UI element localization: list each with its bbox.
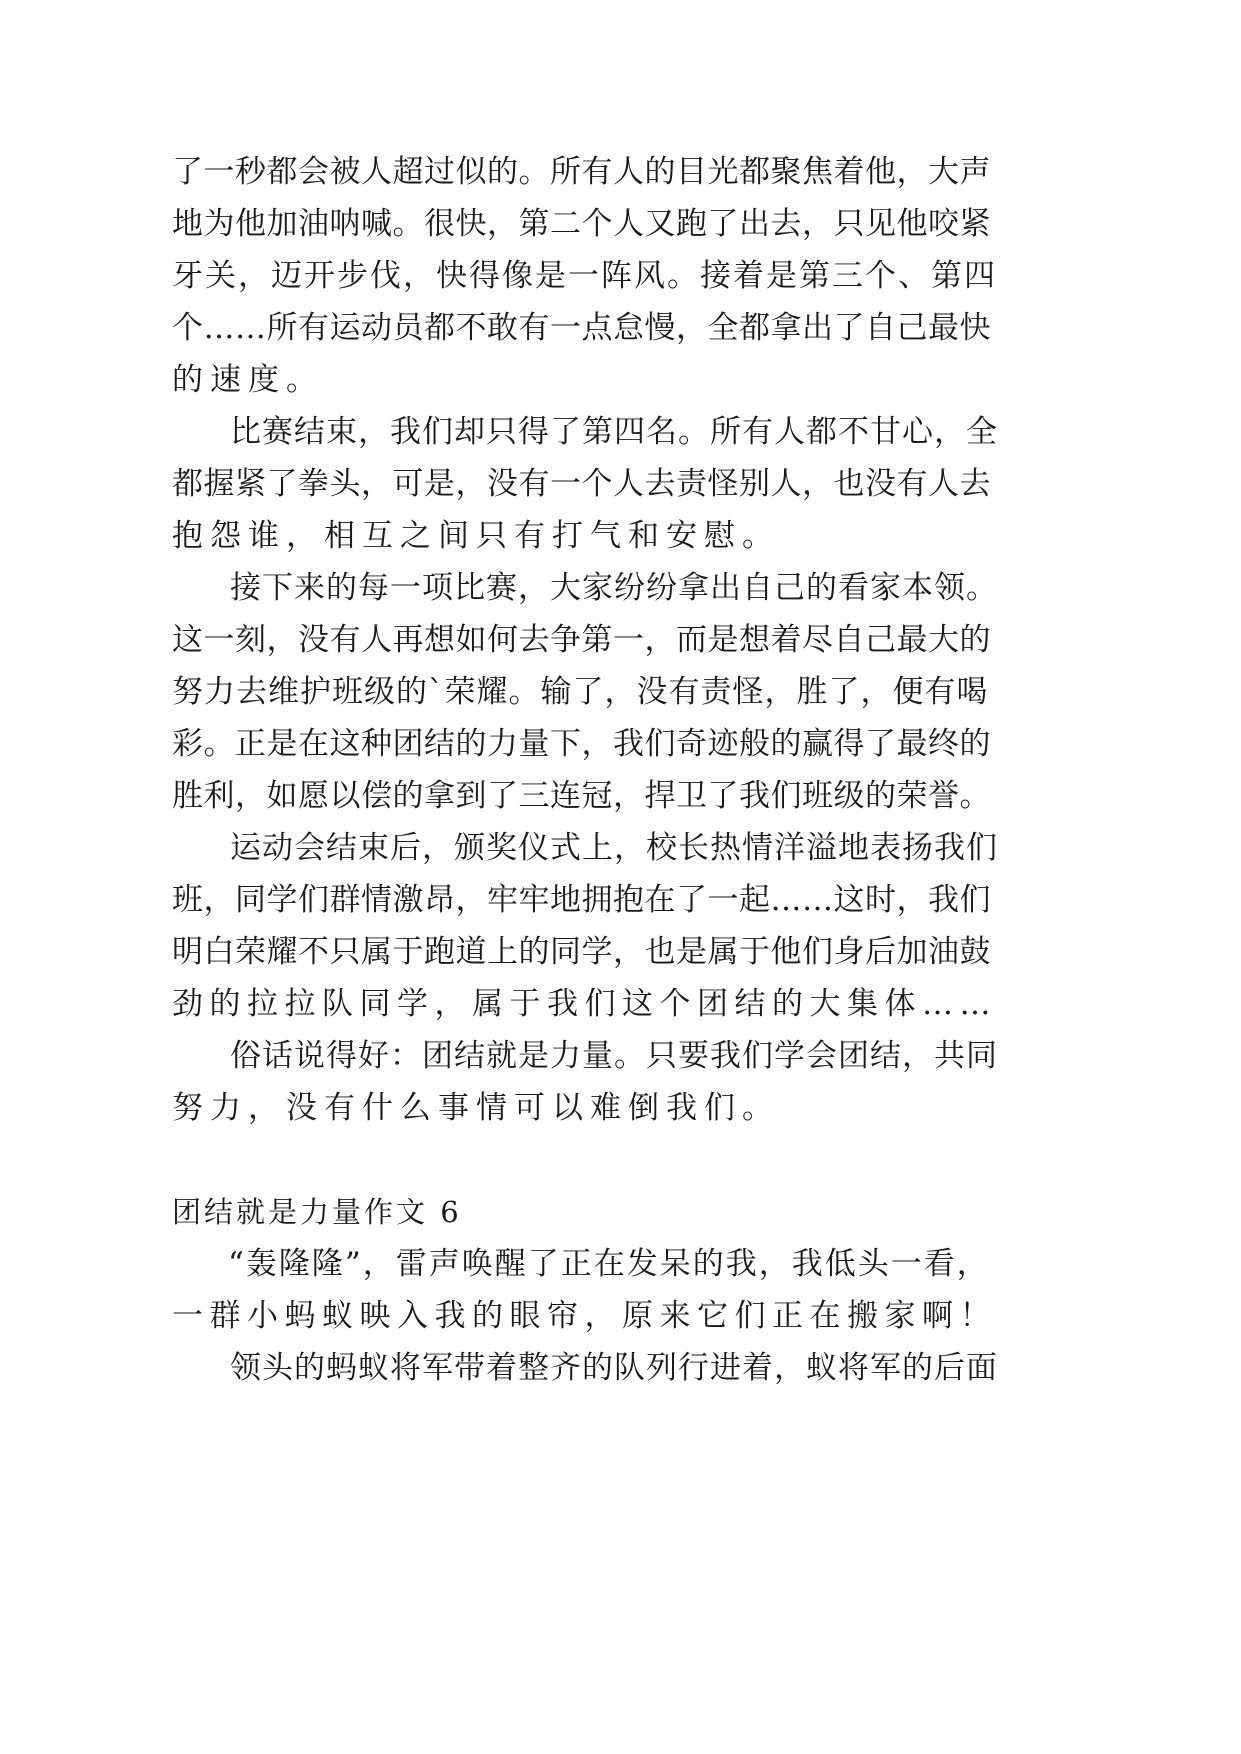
- text-line: 牙关，迈开步伐，快得像是一阵风。接着是第三个、第四: [172, 258, 997, 294]
- text-line: “轰隆隆”，雷声唤醒了正在发呆的我，我低头一看，: [228, 1246, 990, 1282]
- text-line: 劲的拉拉队同学，属于我们这个团结的大集体……: [172, 986, 997, 1022]
- text-line: 胜利，如愿以偿的拿到了三连冠，捍卫了我们班级的荣誉。: [172, 778, 991, 814]
- text-line: 了一秒都会被人超过似的。所有人的目光都聚焦着他，大声: [172, 154, 991, 190]
- text-line: 一群小蚂蚁映入我的眼帘，原来它们正在搬家啊！: [172, 1298, 997, 1334]
- text-line: 抱怨谁，相互之间只有打气和安慰。: [172, 518, 780, 554]
- text-line: 这一刻，没有人再想如何去争第一，而是想着尽自己最大的: [172, 622, 991, 658]
- text-line: 的速度。: [172, 362, 324, 398]
- text-line: 地为他加油呐喊。很快，第二个人又跑了出去，只见他咬紧: [172, 206, 991, 242]
- text-line: 个……所有运动员都不敢有一点怠慢，全都拿出了自己最快: [172, 310, 991, 346]
- text-line: 都握紧了拳头，可是，没有一个人去责怪别人，也没有人去: [172, 466, 991, 502]
- text-line: 接下来的每一项比赛，大家纷纷拿出自己的看家本领。: [230, 570, 998, 606]
- text-line: 彩。正是在这种团结的力量下，我们奇迹般的赢得了最终的: [172, 726, 991, 762]
- text-line: 努力，没有什么事情可以难倒我们。: [172, 1090, 780, 1126]
- text-line: 班，同学们群情激昂，牢牢地拥抱在了一起……这时，我们: [172, 882, 991, 918]
- text-line: 领头的蚂蚁将军带着整齐的队列行进着，蚁将军的后面: [230, 1350, 998, 1386]
- section-title: 团结就是力量作文 6: [172, 1195, 462, 1229]
- text-line: 努力去维护班级的`荣耀。输了，没有责怪，胜了，便有喝: [172, 674, 989, 710]
- text-line: 运动会结束后，颁奖仪式上，校长热情洋溢地表扬我们: [230, 830, 998, 866]
- text-line: 明白荣耀不只属于跑道上的同学，也是属于他们身后加油鼓: [172, 934, 991, 970]
- text-line: 俗话说得好：团结就是力量。只要我们学会团结，共同: [230, 1038, 998, 1074]
- text-line: 比赛结束，我们却只得了第四名。所有人都不甘心，全: [230, 414, 998, 450]
